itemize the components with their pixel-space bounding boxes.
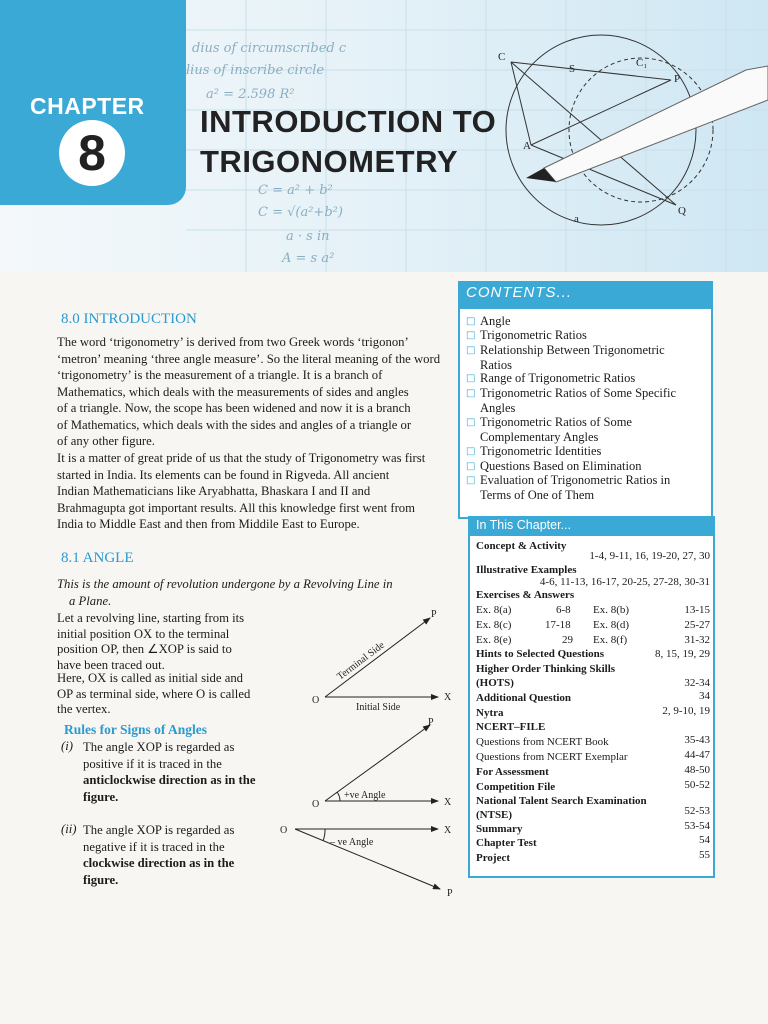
initial-side-label: Initial Side — [356, 702, 401, 713]
rule-2-text: The angle XOP is regarded as negative if it is traced in the clockwise direction as in the figure. — [83, 823, 235, 887]
project-pages: 55 — [699, 849, 710, 861]
exercise-ref: Ex. 8(d) — [593, 619, 630, 631]
chapter-label: CHAPTER — [30, 93, 145, 119]
contents-item: □ Evaluation of Trigonometric Ratios in Terms of One of Them — [466, 473, 671, 502]
terminal-side-ray — [325, 618, 430, 697]
chapter-number: 8 — [59, 120, 125, 186]
contents-item: □ Trigonometric Ratios — [466, 328, 587, 342]
exercise-ref: Ex. 8(e) — [476, 634, 512, 646]
handwritten-note: C = a² + b² — [258, 183, 333, 198]
concept-pages: 1-4, 9-11, 16, 19-20, 27, 30 — [589, 550, 710, 562]
rules-heading: Rules for Signs of Angles — [64, 722, 208, 737]
additional-label: Additional Question — [476, 692, 572, 704]
project-label: Project — [476, 852, 510, 864]
nytra-pages: 2, 9-10, 19 — [662, 705, 710, 717]
exercise-ref: Ex. 8(b) — [593, 604, 630, 616]
section-heading-angle: 8.1 ANGLE — [61, 550, 134, 566]
handwritten-note: A = s a² — [282, 251, 335, 266]
exercise-pages: 13-15 — [684, 604, 710, 616]
ncert-exemplar-label: Questions from NCERT Exemplar — [476, 751, 628, 763]
pencil-illustration — [544, 66, 768, 182]
ntse-pages: 52-53 — [684, 805, 710, 817]
x-label: X — [444, 825, 452, 836]
ncert-book-label: Questions from NCERT Book — [476, 736, 609, 748]
contents-item: □ Trigonometric Identities — [466, 444, 602, 458]
hots-label: (HOTS) — [476, 677, 514, 689]
hints-pages: 8, 15, 19, 29 — [655, 648, 710, 660]
test-label: Chapter Test — [476, 837, 537, 849]
hints-label: Hints to Selected Questions — [476, 648, 605, 660]
positive-angle-arc — [337, 792, 340, 801]
ntse-label: (NTSE) — [476, 809, 513, 821]
illustrative-label: Illustrative Examples — [476, 564, 577, 576]
handwritten-note: C = √(a²+b²) — [258, 205, 343, 220]
ncert-label: NCERT–FILE — [476, 721, 546, 733]
p-label: P — [428, 717, 434, 728]
angle-figures — [270, 600, 465, 900]
point-label: C — [498, 51, 506, 63]
exercise-pages: 31-32 — [684, 634, 710, 646]
point-label: A — [523, 140, 531, 152]
p-label: P — [447, 888, 453, 899]
rule-number: (i) — [61, 739, 73, 753]
handwritten-note: a² = 2.598 R² — [206, 87, 295, 102]
angle-definition: This is the amount of revolution undergone by a Revolving Line in a Plane. — [57, 577, 393, 608]
concept-label: Concept & Activity — [476, 540, 567, 552]
additional-pages: 34 — [699, 690, 710, 702]
assessment-pages: 48-50 — [684, 764, 710, 776]
hots-label: Higher Order Thinking Skills — [476, 663, 616, 675]
ncert-book-pages: 35-43 — [684, 734, 710, 746]
nytra-label: Nytra — [476, 707, 504, 719]
p-label: P — [431, 609, 437, 620]
chapter-title-line1: INTRODUCTION TO — [200, 104, 497, 139]
summary-label: Summary — [476, 823, 523, 835]
contents-item: □ Angle — [466, 314, 511, 328]
hots-pages: 32-34 — [684, 677, 710, 689]
contents-item: □ Relationship Between Trigonometric Ratios — [466, 343, 665, 372]
chapter-title-line2: TRIGONOMETRY — [200, 144, 459, 179]
contents-item: □ Trigonometric Ratios of Some Specific Angles — [466, 386, 677, 415]
exercise-pages: 25-27 — [684, 619, 710, 631]
handwritten-note: dius of circumscribed c — [192, 41, 347, 56]
intro-paragraph-2: It is a matter of great pride of us that the study of Trigonometry was first started in India. Its elements can be found in Rigveda. All ancient Indian Mathematicians like Aryabhatta, Bhaskara I and II and Brahmagupta got important results. All this knowledge first went from India to Middle East and then from Middile East to Europe. — [57, 451, 426, 531]
vertex-label: O — [312, 695, 320, 706]
point-label: a — [574, 213, 579, 225]
exercise-pages: 29 — [562, 634, 573, 646]
exercise-pages: 6-8 — [556, 604, 571, 616]
competition-pages: 50-52 — [684, 779, 710, 791]
test-pages: 54 — [699, 834, 710, 846]
terminal-side-label: Terminal Side — [335, 639, 387, 683]
assessment-label: For Assessment — [476, 766, 549, 778]
contents-item: □ Trigonometric Ratios of Some Complementary Angles — [466, 415, 632, 444]
section-heading-introduction: 8.0 INTRODUCTION — [61, 311, 197, 327]
x-label: X — [444, 692, 452, 703]
ncert-exemplar-pages: 44-47 — [684, 749, 710, 761]
ntse-label: National Talent Search Examination — [476, 795, 647, 807]
rule-1-text: The angle XOP is regarded as positive if it is traced in the anticlockwise direction as in the figure. — [83, 740, 256, 804]
intro-paragraph-1: The word ‘trigonometry’ is derived from two Greek words ‘trigonon’ ‘metron’ meaning ‘three angle measure’. So the literal meaning of the word ‘trigonometry’ is the measurement of a triangle. It is a branch of Mathematics, which deals with the measurements of sides and angles of a triangle. Now, the scope has been widened and now it is a branch of Mathematics, which deals with the sides and angles of a triangle or of any other figure. — [57, 335, 441, 448]
x-label: X — [444, 797, 452, 808]
in-this-chapter-title: In This Chapter... — [476, 518, 571, 532]
exercise-ref: Ex. 8(f) — [593, 634, 628, 646]
rule-number: (ii) — [61, 822, 77, 836]
vertex-label: O — [280, 825, 288, 836]
angle-paragraph-2: Here, OX is called as initial side and OP as terminal side, where O is called the vertex. — [57, 671, 251, 716]
competition-label: Competition File — [476, 781, 556, 793]
point-label: C₁ — [636, 57, 648, 69]
exercise-pages: 17-18 — [545, 619, 571, 631]
point-label: S — [569, 63, 576, 75]
angle-paragraph-1: Let a revolving line, starting from its initial position OX to the terminal position OP, then ∠XOP is said to have been traced out. — [57, 611, 245, 672]
vertex-label: O — [312, 799, 320, 810]
positive-angle-label: +ve Angle — [344, 790, 386, 801]
contents-title: CONTENTS... — [466, 284, 573, 301]
negative-angle-arc — [323, 829, 325, 841]
contents-item: □ Questions Based on Elimination — [466, 459, 642, 473]
point-label: Q — [678, 205, 686, 217]
handwritten-note: a · s in — [286, 229, 330, 244]
summary-pages: 53-54 — [684, 820, 710, 832]
point-label: P — [674, 73, 681, 85]
exercise-ref: Ex. 8(a) — [476, 604, 512, 616]
exercises-label: Exercises & Answers — [476, 589, 575, 601]
negative-angle-label: – ve Angle — [330, 837, 374, 848]
exercise-ref: Ex. 8(c) — [476, 619, 512, 631]
illustrative-pages: 4-6, 11-13, 16-17, 20-25, 27-28, 30-31 — [539, 576, 710, 588]
handwritten-note: lius of inscribe circle — [186, 63, 325, 78]
contents-item: □ Range of Trigonometric Ratios — [466, 371, 636, 385]
